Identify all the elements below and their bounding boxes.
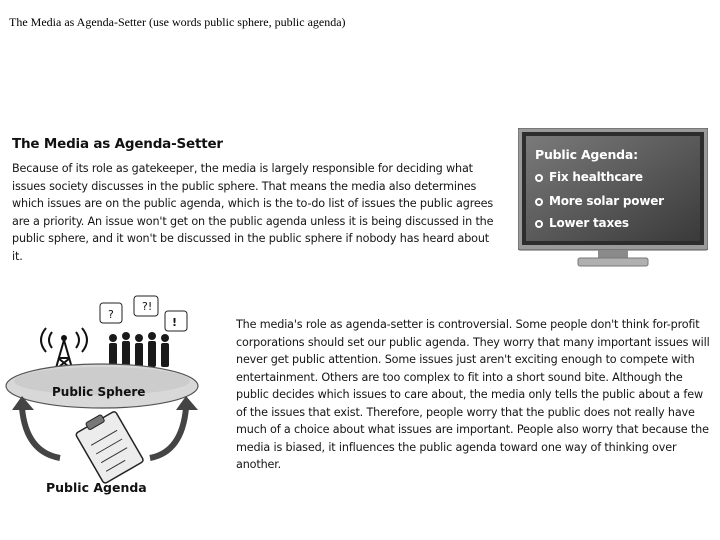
bubble-question: ? — [108, 308, 114, 321]
people-crowd-icon — [109, 332, 169, 367]
tv-item-healthcare: Fix healthcare — [535, 170, 643, 184]
tv-item-taxes: Lower taxes — [535, 216, 629, 230]
clipboard-icon — [73, 407, 144, 484]
bubble-interrobang: ?! — [142, 300, 153, 313]
slide-title: The Media as Agenda-Setter (use words public sphere, public agenda) — [9, 15, 346, 29]
public-sphere-label: Public Sphere — [52, 385, 146, 399]
bubble-exclamation: ! — [172, 316, 178, 329]
paragraph-controversy: The media's role as agenda-setter is controversial. Some people don't think for-profit corporations should set our public agenda. They worry that many important issues will never get public attention. Some issues just aren't exciting enough to compete with entertainment. Others are too complex to fit into a short sound bite. Although the public decides which issues to care about, the media only tells the public about a few of the issues that exist. Therefore, people worry that the public does not really have much of a choice about what issues are important. People also worry that because the media is biased, it influences the public agenda toward one way of thinking over another. — [236, 318, 710, 471]
paragraph-gatekeeper: Because of its role as gatekeeper, the media is largely responsible for deciding what issues society discusses in the public sphere. That means the media also determines which issues are on the public agenda, which is the to-do list of issues the public agrees are a priority. An issue won't get on the public agenda unless it is being discussed in the public sphere, and it won't be discussed in the public sphere if nobody has heard about it. — [12, 162, 494, 263]
public-agenda-label: Public Agenda — [46, 480, 147, 495]
bullet-icon — [535, 174, 543, 182]
bullet-icon — [535, 220, 543, 228]
tv-item-solar: More solar power — [535, 194, 664, 208]
tv-title: Public Agenda: — [535, 147, 638, 162]
bullet-icon — [535, 198, 543, 206]
section-heading: The Media as Agenda-Setter — [12, 136, 223, 152]
